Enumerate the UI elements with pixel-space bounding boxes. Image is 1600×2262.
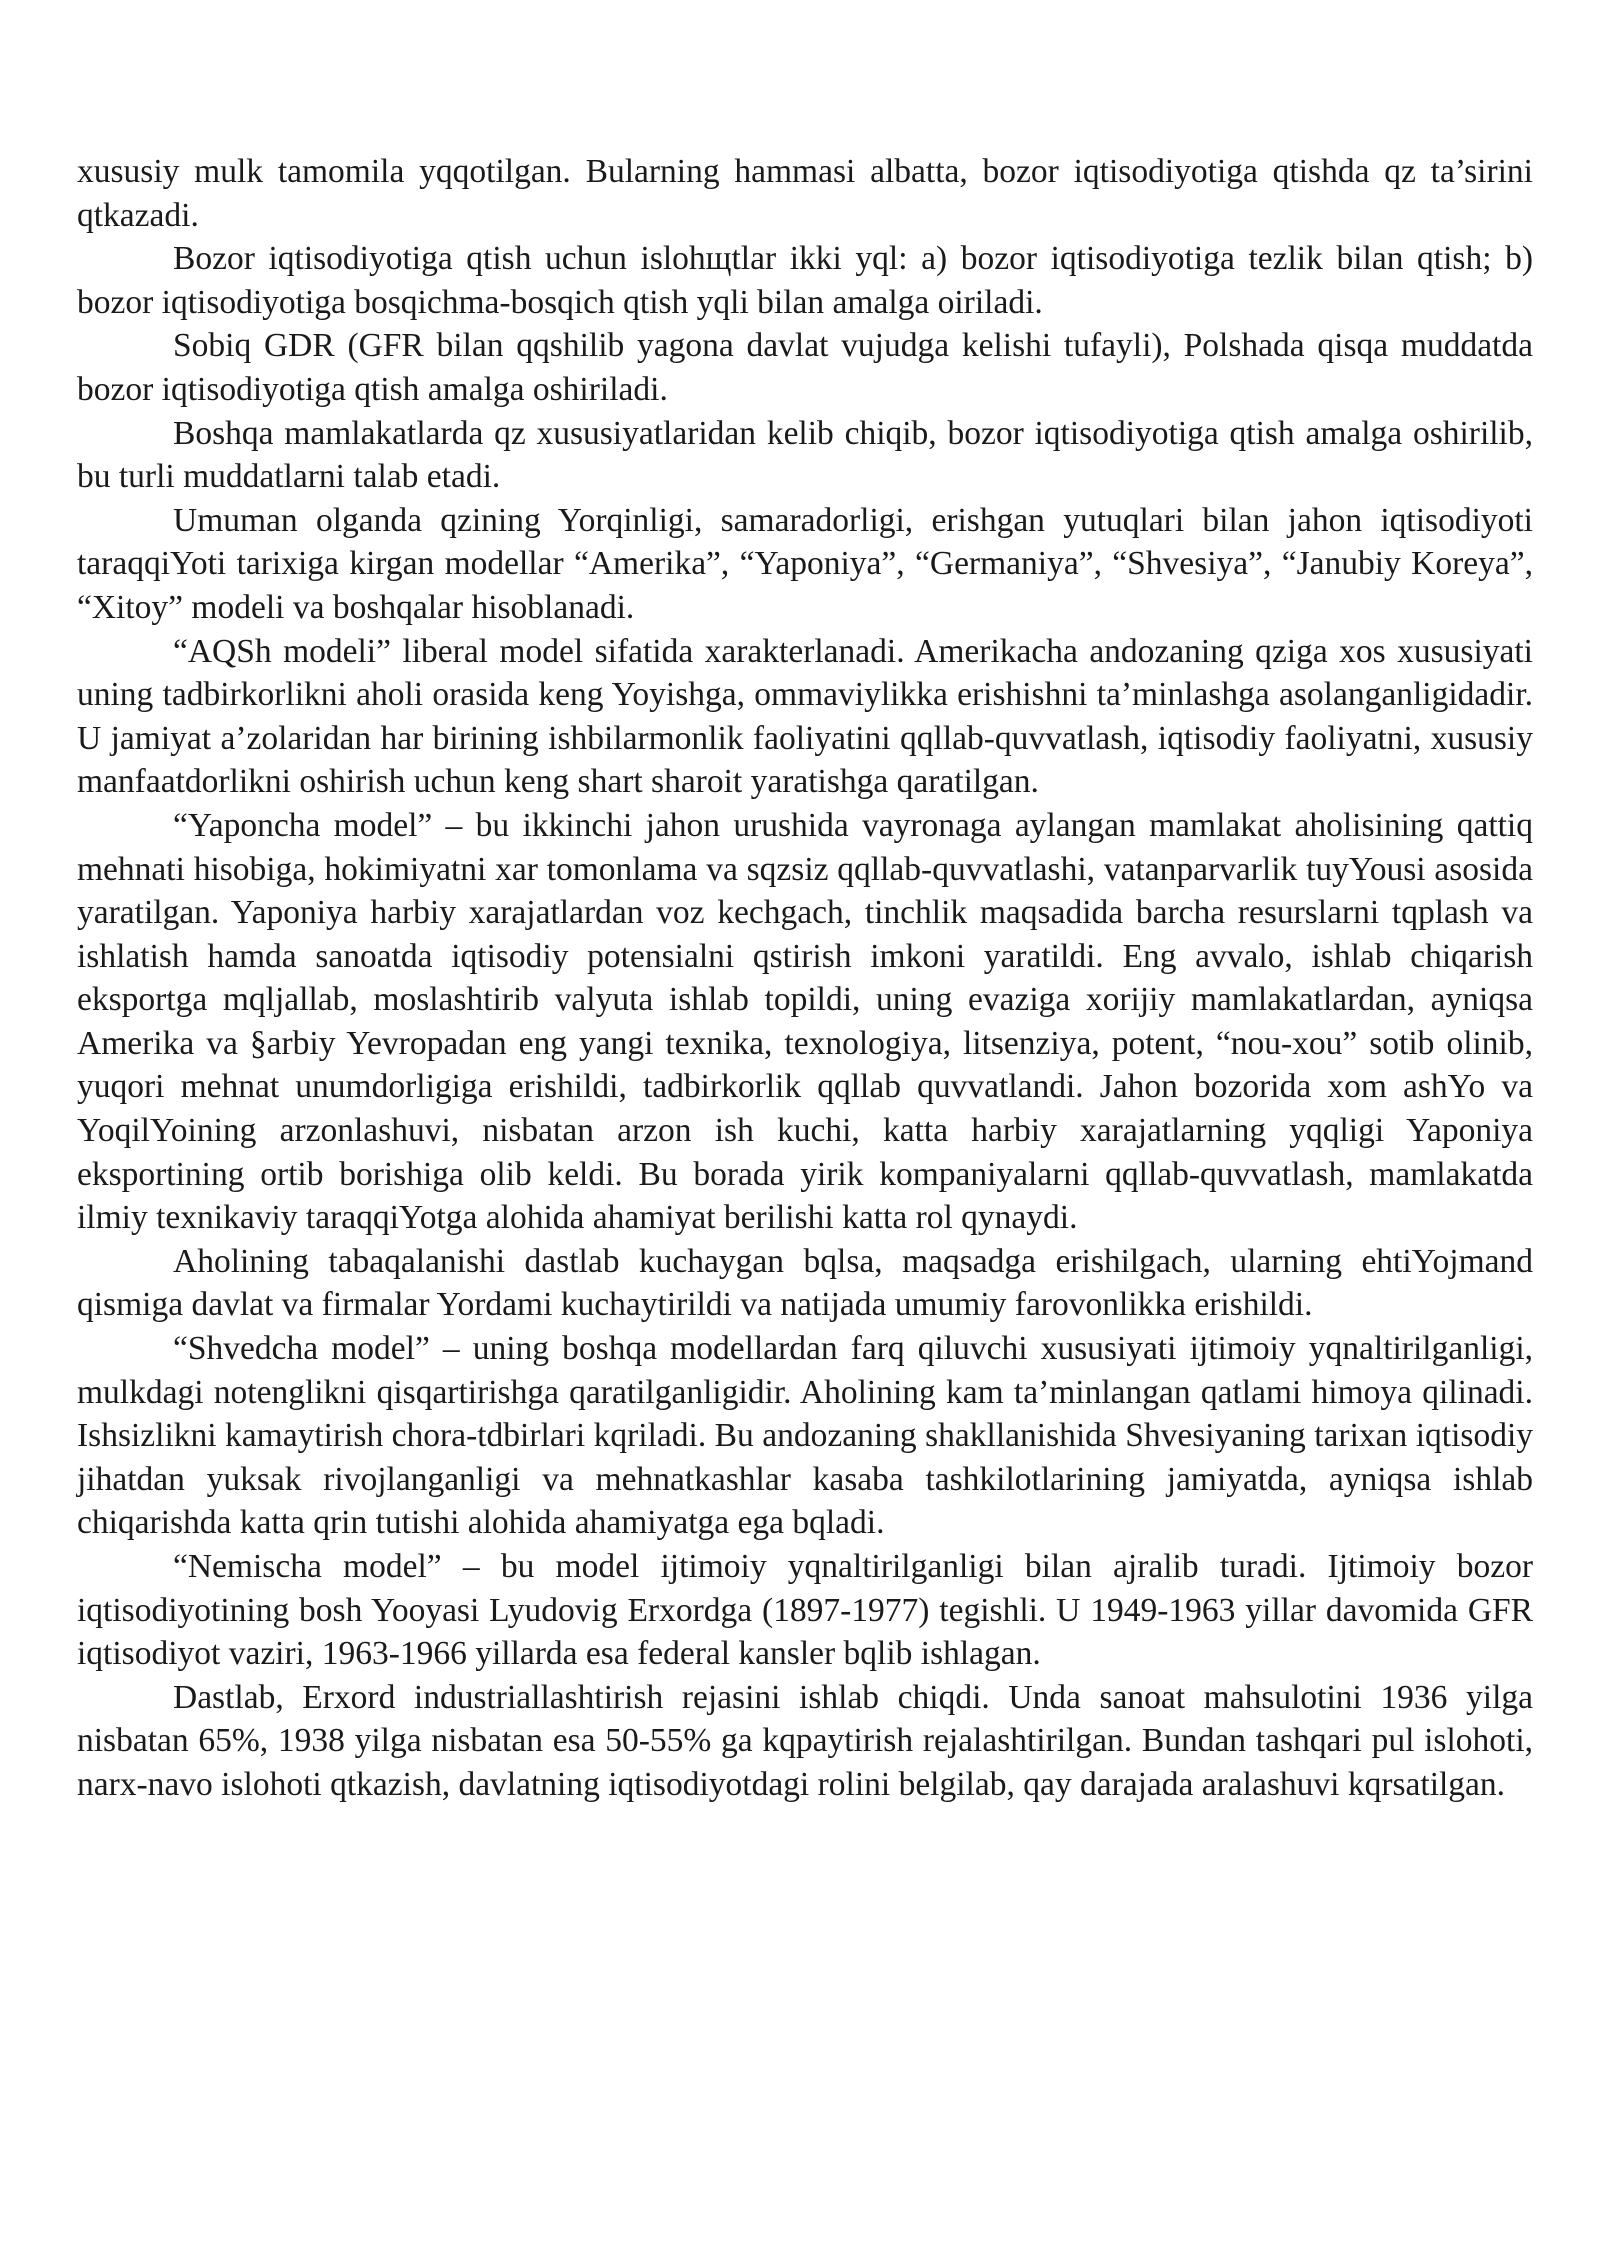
paragraph-gdr-poland: Sobiq GDR (GFR bilan qqshilib yagona davlat vujudga kelishi tufayli), Polshada qisqa muddatda bozor iqtisodiyotiga qtish amalga oshiriladi.	[77, 327, 1533, 408]
paragraph-erhard-plan: Dastlab, Erxord industriallashtirish rejasini ishlab chiqdi. Unda sanoat mahsulotini 1936 yilga nisbatan 65%, 1938 yilga nisbatan esa 50-55% ga kqpaytirish rejalashtirilgan. Bundan tashqari pul islohoti, narx-navo islohoti qtkazish, davlatning iqtisodiyotdagi rolini belgilab, qay darajada aralashuvi kqrsatilgan.	[77, 1678, 1533, 1803]
paragraph-german-model: “Nemischa model” – bu model ijtimoiy yqnaltirilganligi bilan ajralib turadi. Ijtimoiy bozor iqtisodiyotining bosh Yooyasi Lyudovig Erxordga (1897-1977) tegishli. U 1949-1963 yillar davomida GFR iqtisodiyot vaziri, 1963-1966 yillarda esa federal kansler bqlib ishlagan.	[77, 1548, 1533, 1673]
paragraph-transition-paths: Bozor iqtisodiyotiga qtish uchun islohщtlar ikki yql: a) bozor iqtisodiyotiga tezlik bilan qtish; b) bozor iqtisodiyotiga bosqichma-bosqich qtish yqli bilan amalga oiriladi.	[77, 240, 1533, 321]
paragraph-japan-stratification: Aholining tabaqalanishi dastlab kuchaygan bqlsa, maqsadga erishilgach, ularning ehtiYojmand qismiga davlat va firmalar Yordami kuchaytirildi va natijada umumiy farovonlikka erishildi.	[77, 1242, 1533, 1324]
paragraph-japan-model: “Yaponcha model” – bu ikkinchi jahon urushida vayronaga aylangan mamlakat aholisining qattiq mehnati hisobiga, hokimiyatni xar tomonlama va sqzsiz qqllab-quvvatlashi, vatanparvarlik tuyYousi asosida yaratilgan. Yaponiya harbiy xarajatlardan voz kechgach, tinchlik maqsadida barcha resurslarni tqplash va ishlatish hamda sanoatda iqtisodiy potensialni qstirish imkoni yaratildi. Eng avvalo, ishlab chiqarish eksportga mqljallab, moslashtirib valyuta ishlab topildi, uning evaziga xorijiy mamlakatlardan, ayniqsa Amerika va §arbiy Yevropadan eng yangi texnika, texnologiya, litsenziya, potent, “nou-xou” sotib olinib, yuqori mehnat unumdorligiga erishildi, tadbirkorlik qqllab quvvatlandi. Jahon bozorida xom ashYo va YoqilYoining arzonlashuvi, nisbatan arzon ish kuchi, katta harbiy xarajatlarning yqqligi Yaponiya eksportining ortib borishiga olib keldi. Bu borada yirik kompaniyalarni qqllab-quvvatlash, mamlakatda ilmiy texnikaviy taraqqiYotga alohida ahamiyat berilishi katta rol qynaydi.	[77, 806, 1533, 1237]
paragraph-usa-model: “AQSh modeli” liberal model sifatida xarakterlanadi. Amerikacha andozaning qziga xos xususiyati uning tadbirkorlikni aholi orasida keng Yoyishga, ommaviylikka erishishni ta’minlashga asolanganligidadir. U jamiyat a’zolaridan har birining ishbilarmonlik faoliyatini qqllab-quvvatlash, iqtisodiy faoliyatni, xususiy manfaatdorlikni oshirish uchun keng shart sharoit yaratishga qaratilgan.	[77, 632, 1533, 801]
paragraph-continuation: xususiy mulk tamomila yqqotilgan. Bularning hammasi albatta, bozor iqtisodiyotiga qtishda qz ta’sirini qtkazadi.	[77, 153, 1533, 234]
document-page	[77, 150, 1533, 1807]
paragraph-swedish-model: “Shvedcha model” – uning boshqa modellardan farq qiluvchi xususiyati ijtimoiy yqnaltirilganligi, mulkdagi notenglikni qisqartirishga qaratilganligidir. Aholining kam ta’minlangan qatlami himoya qilinadi. Ishsizlikni kamaytirish chora-tdbirlari kqriladi. Bu andozaning shakllanishida Shvesiyaning tarixan iqtisodiy jihatdan yuksak rivojlanganligi va mehnatkashlar kasaba tashkilotlarining jamiyatda, ayniqsa ishlab chiqarishda katta qrin tutishi alohida ahamiyatga ega bqladi.	[77, 1330, 1533, 1542]
paragraph-other-countries: Boshqa mamlakatlarda qz xususiyatlaridan kelib chiqib, bozor iqtisodiyotiga qtish amalga oshirilib, bu turli muddatlarni talab etadi.	[77, 414, 1533, 496]
paragraph-models-overview: Umuman olganda qzining Yorqinligi, samaradorligi, erishgan yutuqlari bilan jahon iqtisodiyoti taraqqiYoti tarixiga kirgan modellar “Amerika”, “Yaponiya”, “Germaniya”, “Shvesiya”, “Janubiy Koreya”, “Xitoy” modeli va boshqalar hisoblanadi.	[77, 501, 1533, 626]
